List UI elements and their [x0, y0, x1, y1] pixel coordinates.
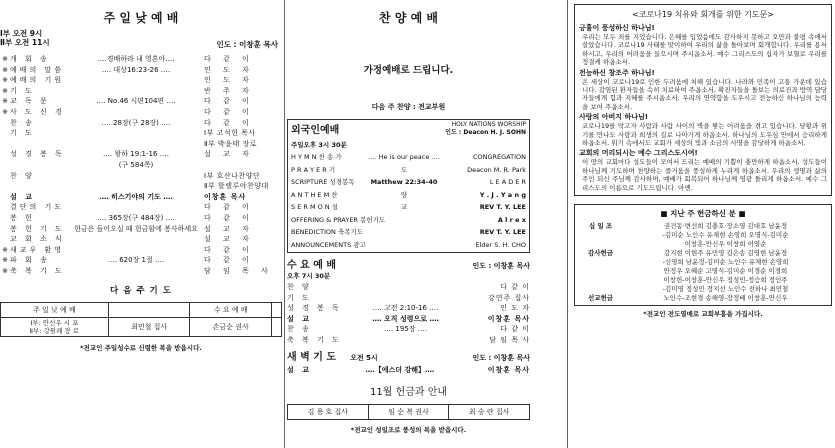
worship-row	[0, 118, 282, 129]
row-person: 이창훈 목사	[487, 365, 530, 374]
offering-category: 십 일 조	[588, 222, 613, 231]
foreign-time: 주일오후 3시 30분	[291, 141, 347, 149]
row-label: A N T H E M 찬	[291, 190, 338, 199]
offering-names: 이창헌-이창훈-안신우 정성민-정승희 정인주	[663, 276, 788, 285]
row-detail: 도	[400, 165, 408, 174]
worship-row	[0, 255, 282, 266]
worship-row	[0, 213, 282, 224]
worship-row	[0, 139, 282, 150]
wednesday-row	[287, 324, 530, 335]
column-divider	[284, 0, 285, 448]
offering-names: -김미영 정성민 정지선 노인수 전하나 최민철	[662, 285, 789, 294]
row-person: 강연주 집사	[487, 293, 530, 302]
dawn-prayer-time: 오전 5시	[350, 353, 378, 362]
prayer-header: 주 일 낮 예 배	[1, 303, 109, 318]
foreign-order-row	[291, 214, 526, 227]
worship-row	[0, 234, 282, 245]
row-label: 개 회 송	[10, 55, 50, 63]
row-detail: ‥‥ 28장(구 28장) ‥‥	[101, 118, 171, 127]
row-person: A l r e x	[497, 215, 526, 224]
wednesday-row	[287, 282, 530, 293]
last-week-offering-title: ■ 지난 주 헌금하신 분 ■	[660, 209, 746, 219]
row-person: 담 임 목 사	[489, 335, 530, 344]
row-person: 다 같 이	[204, 107, 254, 116]
row-person: CONGREGATION	[472, 153, 526, 161]
offering-row	[578, 294, 828, 303]
row-label: 교 독 문	[10, 97, 50, 106]
row-marker: ※	[2, 76, 8, 85]
row-person: 다 같 이	[204, 213, 254, 222]
offering-category: 감사헌금	[587, 249, 614, 258]
prayer-column-note: *전교인 전도열매로 교회부흥을 가집시다.	[643, 310, 763, 319]
last-week-offering-box	[574, 204, 832, 306]
offering-names: -신영희 남윤정-김미순 노인수 유재현 손영희	[662, 258, 789, 267]
foreign-order	[291, 151, 526, 251]
row-person: REV T. Y. LEE	[479, 228, 526, 236]
row-marker: ※	[2, 266, 8, 275]
covid-prayer-title: <코로나19 치유와 회개를 위한 기도문>	[632, 10, 774, 19]
prayer-section-heading: 사랑의 아버지 하나님!	[579, 113, 648, 122]
order-of-worship	[0, 54, 282, 276]
wednesday-order	[287, 282, 530, 346]
prayer-section-heading: 긍휼이 풍성하신 하나님!	[579, 24, 655, 32]
row-label: 파 회 송	[10, 256, 50, 265]
praise-note: *전교인 성일조로 풍성의 복을 받읍시다.	[350, 426, 467, 435]
row-person: Ⅱ부 박윤태 장로	[204, 139, 257, 148]
covid-prayer-body	[579, 24, 827, 192]
row-person: 다 같 이	[204, 203, 254, 212]
offering-names: 이창훈-안신우 이창희 이영순	[684, 240, 767, 249]
row-label: 설 교	[287, 365, 312, 374]
offering-guide-name: 임 순 복 권사	[368, 405, 449, 420]
next-prayer-table	[0, 302, 282, 337]
row-person: 다 같 이	[500, 283, 530, 291]
prayer-header	[272, 303, 282, 318]
row-label: 결단의 기도	[10, 203, 65, 212]
offering-names: 권건동·변선희 김충호·장소영 김대호 남윤정	[663, 222, 788, 231]
row-person: 다 같 이	[500, 325, 530, 334]
prayer-section-body: 이 땅의 교회마다 성도들이 모여서 드리는 예배의 기쁨이 충만하게 하옵소서. 성도들이 하나님께 기도하며 찬양하는 즐거움을 풍성하게 누리게 하옵소서. 우리의 생명과 삶의 주인 되신 주님께 감사하며, 예배가 회복되어 하나님께 영광 돌리게 하옵소서. 예수 그리스도의 이름으로 기도드립니다. 아멘.	[582, 158, 827, 192]
row-person: 다 같 이	[204, 245, 254, 254]
row-label: 기 도	[10, 86, 35, 95]
row-detail: (구 584쪽)	[118, 160, 154, 169]
offering-row	[578, 222, 828, 231]
row-person: 다 같 이	[204, 118, 254, 127]
row-person: 설 교 자	[204, 150, 254, 159]
row-person: Elder S. H. CHO	[475, 240, 526, 249]
row-marker: ※	[2, 55, 8, 63]
row-person: Ⅰ부 고석헌 목사	[204, 129, 256, 138]
foreign-service-title: 외국인예배	[291, 125, 340, 136]
row-label: BENEDICTION 축복기도	[291, 228, 364, 236]
row-label: 예배의 기원	[10, 76, 65, 85]
row-person: Ⅱ부 할렐루야찬양대	[204, 182, 269, 191]
wednesday-title: 수 요 예 배	[287, 260, 337, 271]
wednesday-leader: 인도 : 이창훈 목사	[472, 262, 530, 270]
prayer-column	[574, 0, 832, 448]
row-detail: 헌금은 들어오실 때 헌금함에 봉사하세요	[74, 224, 198, 233]
row-label: 축 복 기 도	[287, 335, 342, 344]
row-person: L E A D E R	[489, 178, 526, 186]
worship-row	[0, 245, 282, 256]
row-person: 인 도 자	[500, 304, 530, 313]
row-label: OFFERING & PRAYER 봉헌기도	[291, 215, 386, 224]
offering-row	[578, 285, 828, 294]
row-label: 찬 송	[287, 325, 312, 334]
offering-row	[578, 249, 828, 258]
worship-row	[0, 160, 282, 171]
row-label: 설 교	[287, 314, 312, 323]
prayer-section-body: 우리는 모두 죄를 지었습니다. 은혜를 입었음에도 감사하지 못하고 오만과 불평 속에서 살았습니다. 코로나19 사태를 맞이하여 우리의 삶을 돌아보며 회개합니다. 우리를 용서하시고, 우리의 어려움을 들으시며 주시옵소서. 예수 그리스도의 십자가 보혈로 우리를 정결케 하옵소서.	[582, 33, 827, 67]
row-detail: Matthew 22:34-40	[370, 178, 438, 186]
foreign-service-box	[287, 119, 530, 253]
row-label: 사 도 신 경	[10, 107, 65, 116]
prayer-section-body: 온 세상이 코로나19로 인한 두려움에 처해 있습니다. 나라와 민족이 고통 가운데 있습니다. 감염된 환자들을 속히 치료하여 주옵소서. 확진자들을 돌보는 의료진과 방역 담당자들에게 힘과 지혜를 주시옵소서. 우리의 연약함을 도우시고 전능하신 하나님의 능력을 보여 주옵소서.	[582, 77, 827, 111]
row-person: 다 같 이	[204, 55, 254, 63]
row-person: 이창훈 목사	[204, 192, 247, 201]
foreign-order-row	[291, 176, 526, 189]
prayer-name: 최민철 집사	[108, 318, 190, 337]
row-marker: ※	[2, 86, 8, 95]
row-person: Deacon M. R. Park	[467, 165, 526, 174]
foreign-order-row	[291, 151, 526, 164]
foreign-order-row	[291, 164, 526, 177]
worship-row	[0, 128, 282, 139]
row-detail: 교	[400, 203, 408, 211]
offering-names: -김미순 노인수 유재현 손영희 오명식-김미순	[662, 231, 789, 240]
row-detail: ‥‥ 365장(구 484장) ‥‥	[97, 213, 175, 222]
row-detail	[354, 226, 454, 239]
row-detail: ‥‥【에스더 강해】‥‥	[365, 365, 435, 374]
sunday-service-column	[0, 0, 282, 448]
prayer-header: 수 요 예 배	[190, 303, 272, 318]
next-praise-note: 다음 주 찬양 : 전교부원	[371, 103, 446, 111]
row-person: 설 교 자	[204, 224, 254, 233]
row-detail: ‥‥ 고전 2:10-16 ‥‥	[372, 304, 439, 313]
row-label: 예배의 말씀	[10, 65, 65, 74]
worship-row	[0, 86, 282, 97]
row-detail: ‥‥ 오직 성령으로 ‥‥	[372, 314, 439, 323]
row-label: ANNOUNCEMENTS 광고	[291, 240, 366, 249]
offering-row	[578, 267, 828, 276]
row-person: 인 도 자	[204, 76, 254, 85]
wednesday-row	[287, 335, 530, 346]
foreign-leader: 인도 : Deacon H. J. SOHN	[445, 129, 526, 136]
row-person: 다 같 이	[204, 256, 254, 265]
offering-guide-name: 최 승 란 집사	[449, 405, 530, 420]
wednesday-row	[287, 293, 530, 304]
wednesday-time: 오후 7시 30분	[287, 272, 331, 280]
row-label: P R A Y E R 기	[291, 165, 336, 174]
offering-category	[578, 276, 623, 285]
offering-names: 노인수-조현경 송해영-장정배 이창훈-안신우	[663, 294, 788, 303]
row-label: 설 교	[10, 192, 35, 201]
service-time-1: Ⅰ부 오전 9시	[0, 29, 43, 38]
dawn-prayer-title: 새 벽 기 도	[287, 351, 337, 363]
worship-row	[0, 54, 282, 65]
worship-row	[0, 224, 282, 235]
dawn-sermon-row	[287, 365, 530, 376]
worship-row	[0, 171, 282, 182]
offering-names: 강지현 이현주 유민영 김은송 김영현 남윤정	[663, 249, 788, 258]
worship-row	[0, 202, 282, 213]
sunday-note: *전교인 주일성수로 신령한 복을 받읍시다.	[80, 344, 202, 353]
row-label: 찬 양	[10, 171, 35, 180]
wednesday-row	[287, 303, 530, 314]
row-label: 봉 헌	[10, 213, 35, 222]
offering-category	[578, 267, 623, 276]
foreign-order-row	[291, 226, 526, 239]
row-label: 봉 헌 기 도	[10, 224, 65, 233]
row-detail: ‥‥ No.46 시편104편 ‥‥	[96, 97, 176, 106]
row-person: 반 주 자	[204, 86, 254, 95]
row-label: 찬 양	[287, 283, 312, 291]
row-detail	[354, 214, 454, 227]
row-detail: ‥‥ 620장 1절 ‥‥	[107, 256, 165, 265]
worship-row	[0, 96, 282, 107]
worship-row	[0, 75, 282, 86]
row-marker: ※	[2, 107, 8, 116]
offering-names: 안정우 오혜순 고명식-김미순 이경순 이경희	[663, 267, 788, 276]
row-person: 이창훈 목사	[487, 314, 530, 323]
row-detail: 양	[400, 190, 408, 199]
service-time-2: Ⅱ부 오전 11시	[0, 38, 50, 47]
row-label: SCRIPTURE 성경봉독	[291, 178, 355, 186]
wednesday-row	[287, 314, 530, 325]
row-marker: ※	[2, 65, 8, 74]
row-detail: ‥‥경배하라 내 영혼아‥‥	[97, 55, 175, 63]
row-person: 다 같 이	[204, 97, 254, 106]
offering-category	[578, 258, 623, 267]
row-label: 기 도	[287, 293, 312, 302]
row-person: REV T. Y. LEE	[479, 203, 526, 211]
row-label: 기 도	[10, 129, 35, 138]
worship-row	[0, 65, 282, 76]
row-detail: ‥‥ 195장 ‥‥	[383, 325, 428, 334]
prayer-name: 손금순 권사	[190, 318, 272, 337]
offering-row	[578, 240, 828, 249]
foreign-order-row	[291, 239, 526, 252]
worship-row	[0, 266, 282, 277]
offering-row	[578, 258, 828, 267]
row-person: 담 임 목 사	[204, 266, 273, 275]
row-marker: ※	[2, 256, 8, 265]
covid-prayer-box	[574, 4, 832, 196]
worship-row	[0, 149, 282, 160]
last-week-offering-list	[578, 222, 828, 303]
prayer-sunday-names: Ⅰ부: 안신우 시 포 Ⅱ부: 강원례 장 로	[1, 318, 109, 337]
offering-guide-table	[287, 404, 530, 420]
row-detail: ‥‥ 히스기야의 기도 ‥‥	[99, 192, 173, 201]
next-prayer-title: 다 음 주 기 도	[110, 286, 172, 297]
worship-row	[0, 107, 282, 118]
offering-category	[578, 240, 623, 249]
row-detail: ‥‥ He is our peace ‥‥	[367, 153, 441, 161]
column-divider	[567, 0, 568, 448]
row-person: 인 도 자	[204, 65, 254, 74]
row-detail: ‥‥ 왕하 19:1-16 ‥‥	[102, 150, 170, 159]
worship-row	[0, 192, 282, 203]
offering-row	[578, 276, 828, 285]
dawn-prayer-leader: 인도 : 이창훈 목사	[472, 353, 530, 362]
row-marker: ※	[2, 245, 8, 254]
row-detail	[354, 239, 454, 252]
row-label: S E R M O N 설	[291, 203, 339, 211]
offering-row	[578, 231, 828, 240]
praise-subtitle: 가정예배로 드립니다.	[363, 65, 454, 76]
row-person: Ⅰ부 호산나찬양단	[204, 171, 261, 180]
praise-service-column	[287, 0, 530, 448]
row-detail: ‥‥ 대상16:23-26 ‥‥	[101, 65, 171, 74]
prayer-section-heading: 전능하신 창조주 하나님!	[579, 68, 655, 77]
prayer-section-body: 코로나19를 막고자 사람과 사람 사이의 벽을 쌓는 어려움을 겪고 있습니다. 당황과 위기를 만나도 사랑과 희생의 길로 나아가게 하옵소서. 하나님의 도우심 안에서 승리하게 하옵소서. 위기 속에서도 교회가 세상의 빛과 소금의 사명을 감당하게 하옵소서.	[582, 122, 827, 148]
row-label: H Y M N 찬 송 가	[291, 153, 342, 161]
offering-category	[578, 285, 623, 294]
worship-row	[0, 181, 282, 192]
offering-guide-title: 11월 헌금과 안내	[369, 387, 448, 399]
foreign-order-row	[291, 189, 526, 202]
row-label: 찬 송	[10, 118, 35, 127]
offering-guide-name: 김 용 호 집사	[288, 405, 369, 420]
offering-category: 선교헌금	[587, 294, 614, 303]
prayer-header	[108, 303, 190, 318]
prayer-name	[272, 318, 282, 337]
sunday-service-title: 주 일 낮 예 배	[103, 11, 179, 25]
row-label: 성 경 봉 독	[287, 304, 342, 313]
offering-category	[578, 231, 623, 240]
foreign-org: HOLY NATIONS WORSHIP	[451, 121, 526, 128]
row-marker: ※	[2, 97, 8, 106]
row-person: 설 교 자	[204, 235, 254, 244]
row-label: 교 회 소 식	[10, 235, 65, 244]
row-label: 성 경 봉 독	[10, 150, 65, 159]
row-label: 축 복 기 도	[10, 266, 65, 275]
service-leader: 인도 : 이창훈 목사	[216, 40, 278, 49]
prayer-section-heading: 교회의 머리되시는 예수 그리스도시여!	[579, 149, 698, 158]
row-label: 새교우 환영	[10, 245, 65, 254]
row-person: Y . J . Y a n g	[479, 190, 526, 199]
foreign-order-row	[291, 201, 526, 214]
praise-service-title: 찬 양 예 배	[379, 11, 438, 25]
